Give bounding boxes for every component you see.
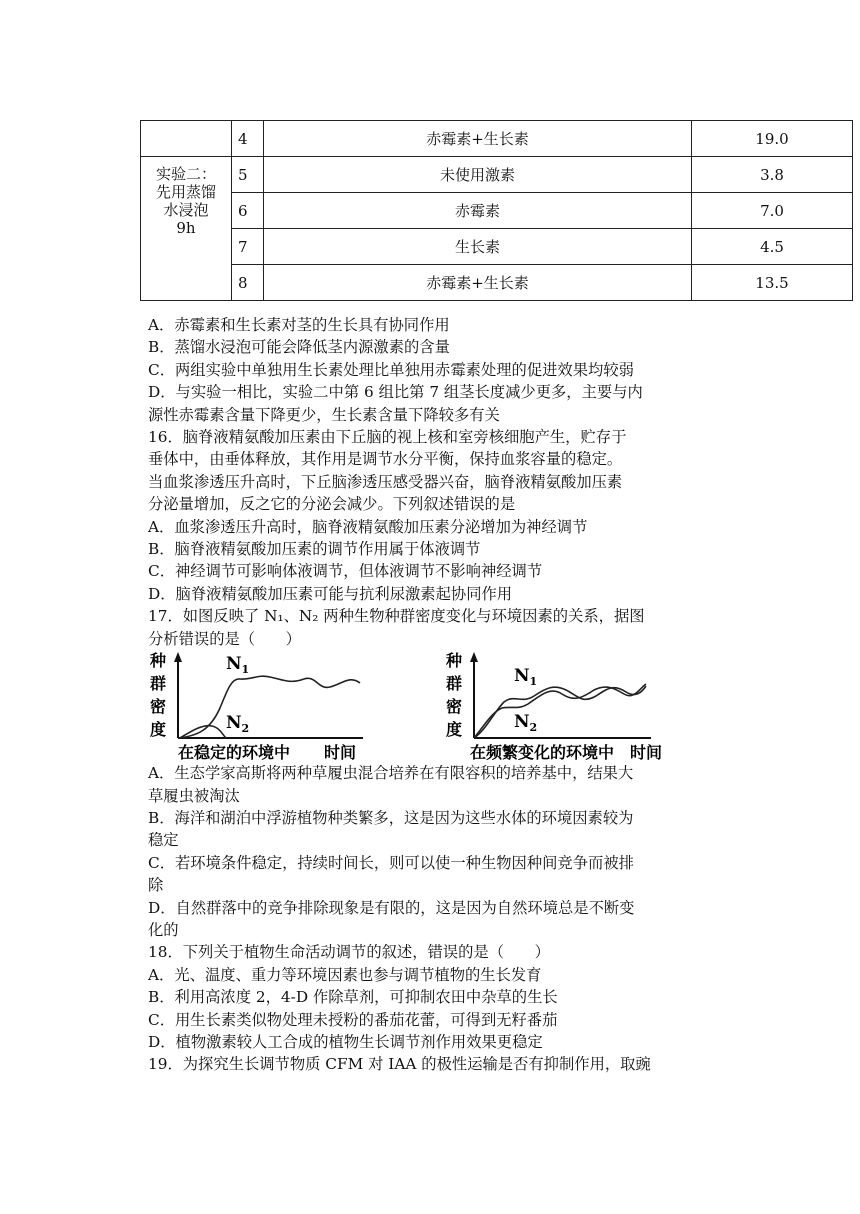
q15-option-d-line1: D．与实验一相比，实验二中第 6 组比第 7 组茎长度减少更多，主要与内 <box>148 383 643 402</box>
y-axis-char: 群 <box>150 674 167 693</box>
n2-subscript: 2 <box>241 722 250 735</box>
table-row <box>141 121 853 157</box>
q18-option-d: D．植物激素较人工合成的植物生长调节剂作用效果更稳定 <box>148 1032 543 1051</box>
y-axis-arrow <box>174 652 182 662</box>
q16-option-a: A．血浆渗透压升高时，脑脊液精氨酸加压素分泌增加为神经调节 <box>148 517 588 536</box>
x-axis-label: 时间 <box>324 743 357 762</box>
q17-option-b-line1: B．海洋和湖泊中浮游植物种类繁多，这是因为这些水体的环境因素较为 <box>148 808 634 827</box>
chart-caption: 在稳定的环境中 <box>178 743 291 762</box>
n1-label: N <box>226 654 242 674</box>
table-cell-no: 8 <box>232 265 264 301</box>
q17-stem-line1: 17．如图反映了 N₁、N₂ 两种生物种群密度变化与环境因素的关系，据图 <box>148 607 645 626</box>
q16-stem-line3: 当血浆渗透压升高时，下丘脑渗透压感受器兴奋，脑脊液精氨酸加压素 <box>148 472 623 491</box>
chart-changing-svg <box>446 650 686 762</box>
q15-option-a: A．赤霉素和生长素对茎的生长具有协同作用 <box>148 316 450 334</box>
table-cell-treatment: 赤霉素+生长素 <box>264 121 692 157</box>
q16-stem-line2: 垂体中，由垂体释放，其作用是调节水分平衡，保持血浆容量的稳定。 <box>148 450 623 469</box>
series-line-n1 <box>474 686 646 738</box>
q17-option-c-line1: C．若环境条件稳定，持续时间长，则可以使一种生物因种间竞争而被排 <box>148 853 634 872</box>
n1-subscript: 1 <box>241 663 250 676</box>
series-label-n1 <box>514 666 537 688</box>
y-axis-char: 种 <box>150 651 167 670</box>
q16-stem-line4: 分泌量增加，反之它的分泌会减少。下列叙述错误的是 <box>148 495 516 514</box>
chart-stable-environment <box>148 650 388 766</box>
chart-stable-svg <box>148 650 388 762</box>
series-label-n2 <box>226 713 249 735</box>
series-label-n1 <box>226 654 249 676</box>
n2-label: N <box>226 713 242 733</box>
q17-stem-line2: 分析错误的是（ ） <box>148 629 301 648</box>
table-cell-no: 5 <box>232 157 264 193</box>
q19-stem: 19．为探究生长调节物质 CFM 对 IAA 的极性运输是否有抑制作用，取豌 <box>148 1055 651 1074</box>
table-cell-value: 4.5 <box>692 229 853 265</box>
series-line-n1 <box>178 676 360 738</box>
q17-option-a-line2: 草履虫被淘汰 <box>148 786 240 805</box>
table-cell-treatment: 赤霉素+生长素 <box>264 265 692 301</box>
q17-option-b-line2: 稳定 <box>148 831 179 850</box>
table-cell-treatment: 生长素 <box>264 229 692 265</box>
y-axis-char: 群 <box>446 674 463 693</box>
experiment-table <box>140 120 853 301</box>
series-label-n2 <box>514 712 537 734</box>
q15-option-d-line2: 源性赤霉素含量下降更少，生长素含量下降较多有关 <box>148 405 500 424</box>
y-axis-char: 度 <box>446 720 463 739</box>
q16-option-d: D．脑脊液精氨酸加压素可能与抗利尿激素起协同作用 <box>148 584 513 603</box>
q18-stem: 18．下列关于植物生命活动调节的叙述，错误的是（ ） <box>148 943 550 962</box>
series-line-n2 <box>474 684 646 738</box>
q18-option-c: C．用生长素类似物处理未授粉的番茄花蕾，可得到无籽番茄 <box>148 1010 558 1029</box>
y-axis-char: 种 <box>446 651 463 670</box>
table-row <box>141 193 853 229</box>
q15-option-b: B．蒸馏水浸泡可能会降低茎内源激素的含量 <box>148 338 450 357</box>
x-axis-label: 时间 <box>630 743 663 762</box>
group-label-text: 实验二：先用蒸馏水浸泡9h <box>156 165 217 237</box>
table-row <box>141 157 853 193</box>
q17-option-d-line2: 化的 <box>148 920 179 939</box>
chart-caption: 在频繁变化的环境中 <box>470 743 615 762</box>
y-axis-char: 密 <box>446 697 463 716</box>
table-cell-value: 19.0 <box>692 121 853 157</box>
table-cell-no: 6 <box>232 193 264 229</box>
table-group-empty-cell <box>141 121 232 157</box>
n1-label: N <box>514 666 530 686</box>
table-cell-no: 4 <box>232 121 264 157</box>
n2-label: N <box>514 712 530 732</box>
q17-option-c-line2: 除 <box>148 876 164 895</box>
q17-option-a-line1: A．生态学家高斯将两种草履虫混合培养在有限容积的培养基中，结果大 <box>148 764 634 783</box>
q16-option-b: B．脑脊液精氨酸加压素的调节作用属于体液调节 <box>148 540 481 559</box>
table-row <box>141 265 853 301</box>
n2-subscript: 2 <box>529 721 538 734</box>
q18-option-a: A．光、温度、重力等环境因素也参与调节植物的生长发育 <box>148 965 542 984</box>
table-cell-value: 13.5 <box>692 265 853 301</box>
table-cell-treatment: 赤霉素 <box>264 193 692 229</box>
y-axis-char: 密 <box>150 697 167 716</box>
chart-changing-environment <box>446 650 686 766</box>
q17-option-d-line1: D．自然群落中的竞争排除现象是有限的，这是因为自然环境总是不断变 <box>148 898 635 917</box>
table-cell-no: 7 <box>232 229 264 265</box>
q15-option-c: C．两组实验中单独用生长素处理比单独用赤霉素处理的促进效果均较弱 <box>148 360 634 379</box>
y-axis-arrow <box>470 652 478 662</box>
table-cell-treatment: 未使用激素 <box>264 157 692 193</box>
q16-stem-line1: 16．脑脊液精氨酸加压素由下丘脑的视上核和室旁核细胞产生，贮存于 <box>148 428 627 447</box>
table-group-label <box>141 157 232 301</box>
table-row <box>141 229 853 265</box>
y-axis-char: 度 <box>150 720 167 739</box>
table-cell-value: 7.0 <box>692 193 853 229</box>
table-cell-value: 3.8 <box>692 157 853 193</box>
q16-option-c: C．神经调节可影响体液调节，但体液调节不影响神经调节 <box>148 562 543 581</box>
n1-subscript: 1 <box>529 675 538 688</box>
q18-option-b: B．利用高浓度 2，4-D 作除草剂，可抑制农田中杂草的生长 <box>148 988 558 1007</box>
